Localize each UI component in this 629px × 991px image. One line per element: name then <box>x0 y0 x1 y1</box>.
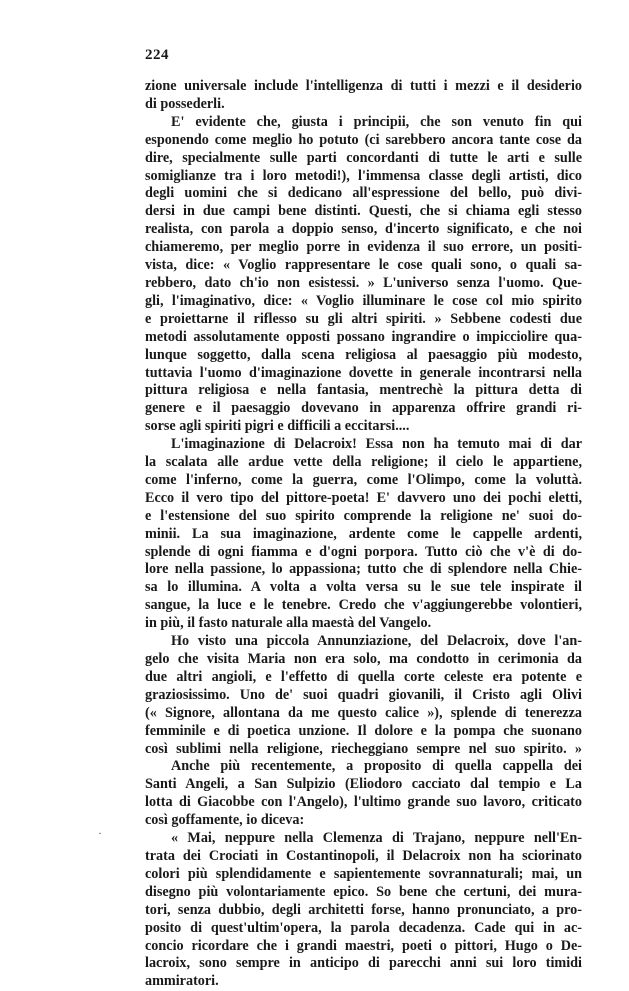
text-line: disegno più volontariamente epico. So bene che certuni, dei mura- <box>145 883 582 900</box>
text-line: gelo che visita Maria non era solo, ma condotto in cerimonia da <box>145 651 582 667</box>
text-line: realista, con parola a doppio senso, d'incerto significato, e che noi <box>145 221 582 238</box>
text-line: esponendo come meglio ho potuto (ci sarebbero ancora tante cose da <box>145 131 582 148</box>
text-line: rebbero, dato ch'io non esistessi. » L'universo senza l'uomo. Que- <box>145 274 582 291</box>
text-line: minii. La sua imaginazione, ardente come le cappelle ardenti, <box>145 525 582 542</box>
text-line: sa lo illumina. A volta a volta versa su le sue tele inspirate il <box>145 579 582 596</box>
text-line: posito di quest'ultim'opera, la parola decadenza. Cade qui in ac- <box>145 919 582 936</box>
text-line: graziosissimo. Uno de' suoi quadri giovanili, il Cristo agli Olivi <box>145 686 582 703</box>
text-line: dire, specialmente sulle parti concordanti di tutte le arti e sulle <box>145 149 582 166</box>
text-line: ammiratori. <box>145 973 219 990</box>
text-line: tuttavia l'uomo d'imaginazione dovette in generale incontrarsi nella <box>145 364 582 381</box>
page-number: 224 <box>145 47 169 63</box>
text-line: Ecco il vero tipo del pittore-poeta! E' davvero uno dei pochi eletti, <box>145 489 582 506</box>
text-line: gli, l'imaginativo, dice: « Voglio illuminare le cose col mio spirito <box>145 292 582 309</box>
text-line: Ho visto una piccola Annunziazione, del Delacroix, dove l'an- <box>171 633 582 650</box>
text-line: la scalata alle ardue vette della religione; il cielo le appartiene, <box>145 454 582 471</box>
text-line: genere e il paesaggio dovevano in apparenza offrire grandi ri- <box>145 400 582 417</box>
text-line: somiglianze tra i loro metodi!), l'immensa classe degli artisti, dico <box>145 167 582 184</box>
body-text <box>145 78 582 991</box>
text-line: lotta di Giacobbe con l'Angelo), l'ultimo grande suo lavoro, criticato <box>145 794 582 811</box>
text-line: così sublimi nella religione, riecheggiano sempre nel suo spirito. » <box>145 740 582 757</box>
text-line: e l'estensione del suo spirito comprende la religione ne' suoi do- <box>145 507 582 524</box>
text-line: lore nella passione, lo appassiona; tutto che di splendore nella Chie- <box>145 561 582 578</box>
text-line: in più, il fasto naturale alla maestà del Vangelo. <box>145 615 432 632</box>
text-line: pittura religiosa e nella fantasia, mentrechè la pittura detta di <box>145 382 582 399</box>
text-line: due altri angioli, e l'effetto di quella corte celeste era potente e <box>145 668 582 685</box>
text-line: così goffamente, io diceva: <box>145 812 305 829</box>
text-line: degli uomini che si dedicano all'espressione del bello, può divi- <box>145 185 582 202</box>
text-line: Anche più recentemente, a proposito di quella cappella dei <box>171 758 582 775</box>
text-line: E' evidente che, giusta i principii, che son venuto fin qui <box>171 113 582 130</box>
text-line: zione universale include l'intelligenza di tutti i mezzi e il desiderio <box>145 78 582 94</box>
text-line: concio ricordare che i grandi maestri, poeti o pittori, Hugo o De- <box>145 937 582 954</box>
text-line: « Mai, neppure nella Clemenza di Trajano, neppure nell'En- <box>171 830 582 847</box>
text-line: lacroix, sono sempre in anticipo di parecchi anni sui loro timidi <box>145 955 582 972</box>
text-line: L'imaginazione di Delacroix! Essa non ha temuto mai di dar <box>171 436 582 453</box>
text-line: trata dei Crociati in Costantinopoli, il Delacroix non ha sciorinato <box>145 847 582 864</box>
text-line: vista, dice: « Voglio rappresentare le cose quali sono, o quali sa- <box>145 257 582 274</box>
text-line: chiameremo, per meglio porre in evidenza il suo errore, un positi- <box>145 239 582 256</box>
text-line: tori, senza dubbio, degli architetti forse, hanno pronunciato, a pro- <box>145 901 582 918</box>
text-line: dersi in due campi bene distinti. Questi, che si chiama egli stesso <box>145 203 582 220</box>
text-line: (« Signore, allontana da me questo calice »), splende di tenerezza <box>145 704 582 721</box>
text-line: metodi assolutamente opposti possano ingrandire o impicciolire qua- <box>145 328 582 345</box>
text-line: sorse agli spiriti pigri e difficili a eccitarsi.... <box>145 418 410 435</box>
text-line: e proiettarne il riflesso su gli altri spiriti. » Sebbene codesti due <box>145 310 582 327</box>
text-line: femminile e di poetica unzione. Il dolore e la pompa che suonano <box>145 722 582 739</box>
text-line: lunque soggetto, dalla scena religiosa al paesaggio più modesto, <box>145 346 582 363</box>
text-line: di possederli. <box>145 95 225 112</box>
text-line: sangue, la luce e le tenebre. Credo che v'aggiungerebbe volontieri, <box>145 597 582 614</box>
speck-mark: · <box>98 826 102 840</box>
text-line: Santi Angeli, a San Sulpizio (Eliodoro cacciato dal tempio e La <box>145 776 582 793</box>
text-line: splende di ogni fiamma e d'ogni porpora. Tutto ciò che v'è di do- <box>145 543 582 560</box>
text-line: come l'inferno, come la guerra, come l'Olimpo, come la voluttà. <box>145 471 582 488</box>
text-line: colori più splendidamente e sapientemente sovrannaturali; mai, un <box>145 865 582 882</box>
